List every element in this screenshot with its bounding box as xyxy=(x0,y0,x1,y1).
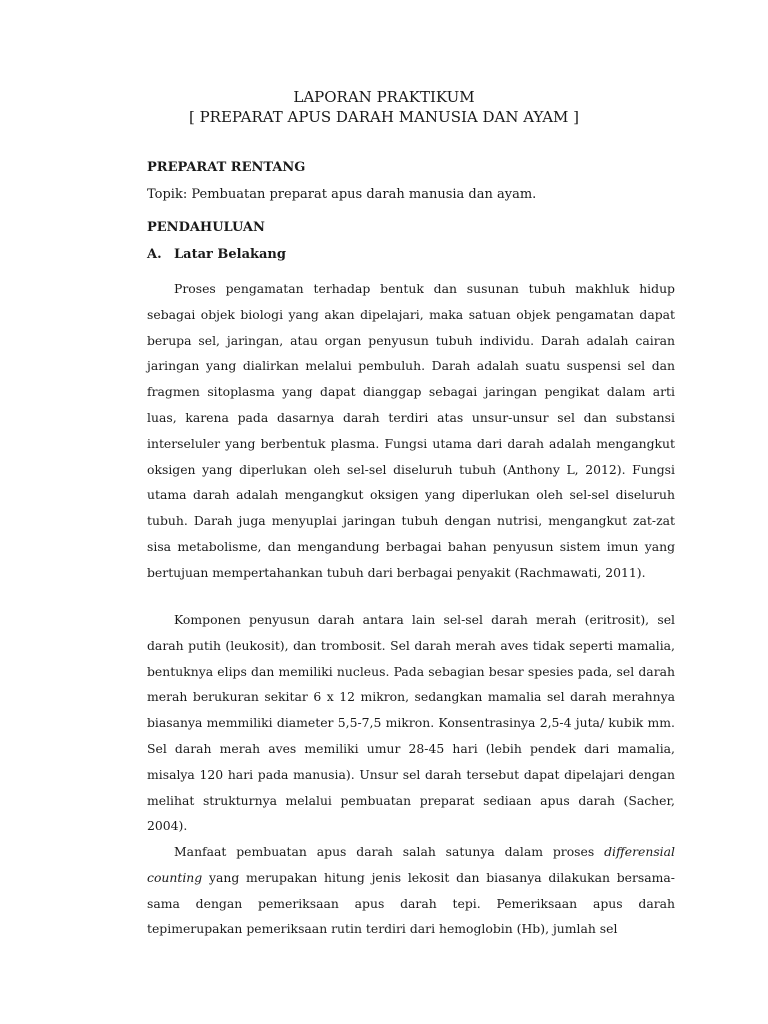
subsection-heading xyxy=(147,246,286,264)
report-title: LAPORAN PRAKTIKUM xyxy=(293,88,475,106)
paragraph-3-italic-term: differensial counting xyxy=(147,844,675,885)
paragraph-3-text-a: Manfaat pembuatan apus darah salah satunya dalam proses xyxy=(174,844,605,859)
paragraph-1: Proses pengamatan terhadap bentuk dan susunan tubuh makhluk hidup sebagai objek biologi yang akan dipelajari, maka satuan objek pengamatan dapat berupa sel, jaringan, atau organ penyusun tubuh individu. Darah adalah cairan jaringan yang dialirkan melalui pembuluh. Darah adalah suatu suspensi sel dan fragmen sitoplasma yang dapat dianggap sebagai jaringan pengikat dalam arti luas, karena pada dasarnya darah terdiri atas unsur-unsur sel dan substansi interseluler yang berbentuk plasma. Fungsi utama dari darah adalah mengangkut oksigen yang diperlukan oleh sel-sel diseluruh tubuh (Anthony L, 2012). Fungsi utama darah adalah mengangkut oksigen yang diperlukan oleh sel-sel diseluruh tubuh. Darah juga menyuplai jaringan tubuh dengan nutrisi, mengangkut zat-zat sisa metabolisme, dan mengandung berbagai bahan penyusun sistem imun yang bertujuan mempertahankan tubuh dari berbagai penyakit (Rachmawati, 2011). xyxy=(147,281,675,580)
paragraph-3 xyxy=(147,839,675,942)
section-heading-pendahuluan: PENDAHULUAN xyxy=(147,220,265,235)
paragraph-3-text-b: yang merupakan hitung jenis lekosit dan biasanya dilakukan bersama-sama dengan pemeriksaan apus darah tepi. Pemeriksaan apus darah tepimerupakan pemeriksaan rutin terdiri dari hemoglobin (Hb), jumlah sel xyxy=(147,869,675,937)
report-subtitle: [ PREPARAT APUS DARAH MANUSIA DAN AYAM ] xyxy=(188,108,580,126)
section-heading-preparat-rentang: PREPARAT RENTANG xyxy=(147,160,306,175)
paragraph-2: Komponen penyusun darah antara lain sel-sel darah merah (eritrosit), sel darah putih (leukosit), dan trombosit. Sel darah merah aves tidak seperti mamalia, bentuknya elips dan memiliki nucleus. Pada sebagian besar spesies pada, sel darah merah berukuran sekitar 6 x 12 mikron, sedangkan mamalia sel darah merahnya biasanya memmiliki diameter 5,5-7,5 mikron. Konsentrasinya 2,5-4 juta/ kubik mm. Sel darah merah aves memiliki umur 28-45 hari (lebih pendek dari mamalia, misalya 120 hari pada manusia). Unsur sel darah tersebut dapat dipelajari dengan melihat strukturnya melalui pembuatan preparat sediaan apus darah (Sacher, 2004). xyxy=(147,612,675,834)
subsection-letter: A. xyxy=(147,247,162,262)
topic-line: Topik: Pembuatan preparat apus darah manusia dan ayam. xyxy=(147,187,537,202)
subsection-title: Latar Belakang xyxy=(174,247,286,262)
